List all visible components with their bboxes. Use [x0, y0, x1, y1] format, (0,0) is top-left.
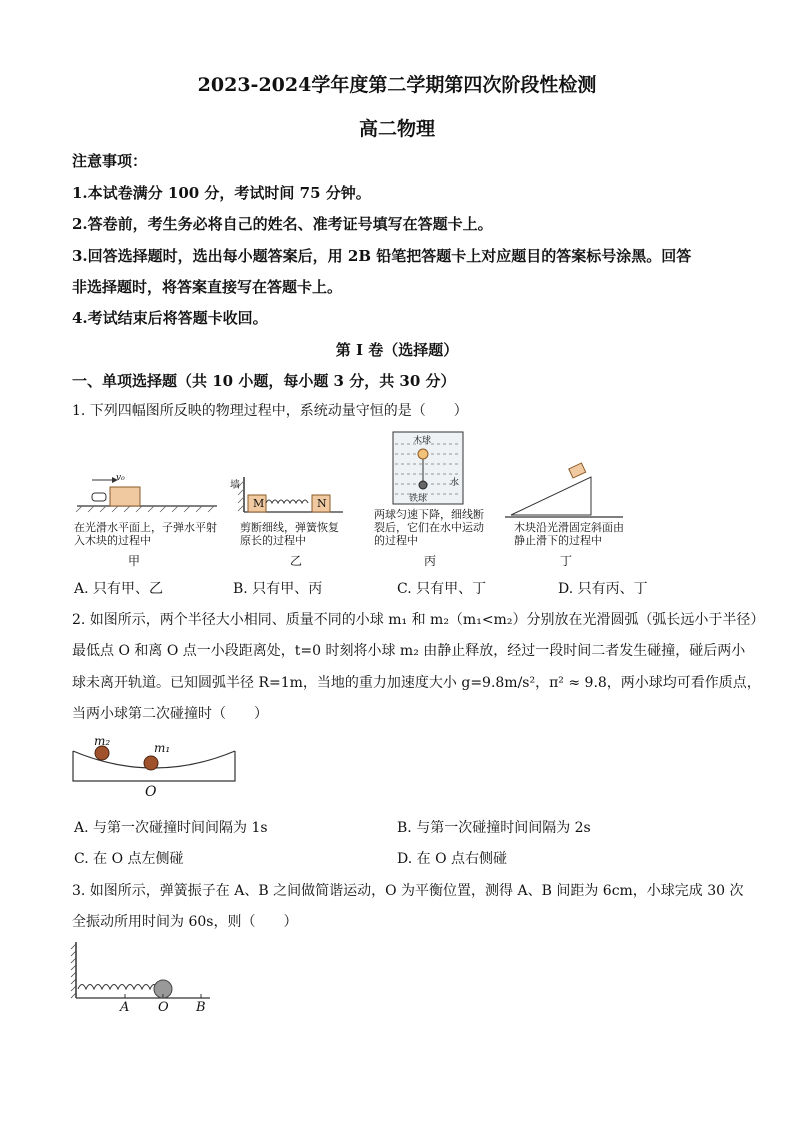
- q1-block-n: N: [317, 497, 327, 510]
- q1-caption-bing: 两球匀速下降，细线断裂后，它们在水中运动的过程中: [374, 508, 484, 547]
- notice-item: 4.考试结束后将答题卡收回。: [72, 309, 268, 327]
- section-heading: 一、单项选择题（共 10 小题，每小题 3 分，共 30 分）: [72, 372, 456, 390]
- notice-heading: 注意事项：: [72, 152, 148, 170]
- q3-point-b-label: B: [196, 1000, 206, 1015]
- q2-point-o-label: O: [145, 784, 157, 800]
- q1-option-a: A. 只有甲、乙: [74, 581, 164, 597]
- volume-heading: 第 I 卷（选择题）: [335, 341, 459, 359]
- q1-caption-jia: 在光滑水平面上，子弹水平射入木块的过程中: [74, 521, 217, 547]
- q1-velocity-label: v₀: [116, 473, 125, 483]
- q1-wood-ball-label: 木球: [413, 436, 432, 446]
- q1-option-b: B. 只有甲、丙: [233, 581, 323, 597]
- q1-figure-yi: [228, 475, 348, 520]
- page-title: 2023-2024学年度第二学期第四次阶段性检测: [197, 74, 597, 96]
- q2-ball-m2-label: m₂: [94, 734, 111, 748]
- q2-option-a: A. 与第一次碰撞时间间隔为 1s: [74, 820, 268, 836]
- q1-iron-ball-label: 铁球: [409, 494, 428, 504]
- q3-stem-line: 3. 如图所示，弹簧振子在 A、B 之间做简谐运动，O 为平衡位置，测得 A、B 间距为 6cm，小球完成 30 次: [72, 883, 744, 899]
- notice-item: 2.答卷前，考生务必将自己的姓名、准考证号填写在答题卡上。: [72, 215, 493, 233]
- q1-figure-name: 丁: [560, 554, 573, 568]
- q1-figure-jia: [72, 470, 222, 520]
- q2-option-b: B. 与第一次碰撞时间间隔为 2s: [397, 820, 591, 836]
- q1-figure-ding: [505, 465, 625, 520]
- q2-option-d: D. 在 O 点右侧碰: [397, 851, 508, 867]
- q1-figure-name: 丙: [424, 554, 437, 568]
- q2-ball-m1-label: m₁: [154, 741, 171, 755]
- q2-stem-line: 球未离开轨道。已知圆弧半径 R=1m，当地的重力加速度大小 g=9.8m/s²，π² ≈ 9.8，两小球均可看作质点，: [72, 675, 761, 691]
- q2-option-c: C. 在 O 点左侧碰: [74, 851, 184, 867]
- q2-stem-line: 当两小球第二次碰撞时（ ）: [72, 706, 268, 722]
- notice-item: 3.回答选择题时，选出每小题答案后，用 2B 铅笔把答题卡上对应题目的答案标号涂黑。回答: [72, 247, 692, 265]
- q1-caption-ding: 木块沿光滑固定斜面由静止滑下的过程中: [514, 521, 624, 547]
- notice-item: 1.本试卷满分 100 分，考试时间 75 分钟。: [72, 184, 371, 202]
- q2-stem-line: 2. 如图所示，两个半径大小相同、质量不同的小球 m₁ 和 m₂（m₁<m₂）分别放在光滑圆弧（弧长远小于半径）: [72, 612, 765, 628]
- notice-item: 非选择题时，将答案直接写在答题卡上。: [72, 278, 343, 296]
- page-subtitle: 高二物理: [358, 118, 435, 140]
- q1-option-d: D. 只有丙、丁: [558, 581, 648, 597]
- q1-water-label: 水: [450, 478, 460, 488]
- q1-stem: 1. 下列四幅图所反映的物理过程中，系统动量守恒的是（ ）: [72, 403, 468, 419]
- q3-stem-line: 全振动所用时间为 60s，则（ ）: [72, 914, 298, 930]
- q3-point-a-label: A: [120, 1000, 130, 1015]
- q1-figure-name: 甲: [128, 554, 141, 568]
- q1-wall-label: 墙: [230, 480, 240, 491]
- q3-point-o-label: O: [158, 1000, 169, 1015]
- q3-figure-spring-oscillator: [70, 940, 215, 1005]
- q2-stem-line: 最低点 O 和离 O 点一小段距离处，t=0 时刻将小球 m₂ 由静止释放，经过一段时间二者发生碰撞，碰后两小: [72, 643, 746, 659]
- q1-option-c: C. 只有甲、丁: [397, 581, 487, 597]
- q1-figure-name: 乙: [290, 554, 303, 568]
- q1-caption-yi: 剪断细线，弹簧恢复原长的过程中: [240, 521, 339, 547]
- q1-block-m: M: [253, 497, 265, 510]
